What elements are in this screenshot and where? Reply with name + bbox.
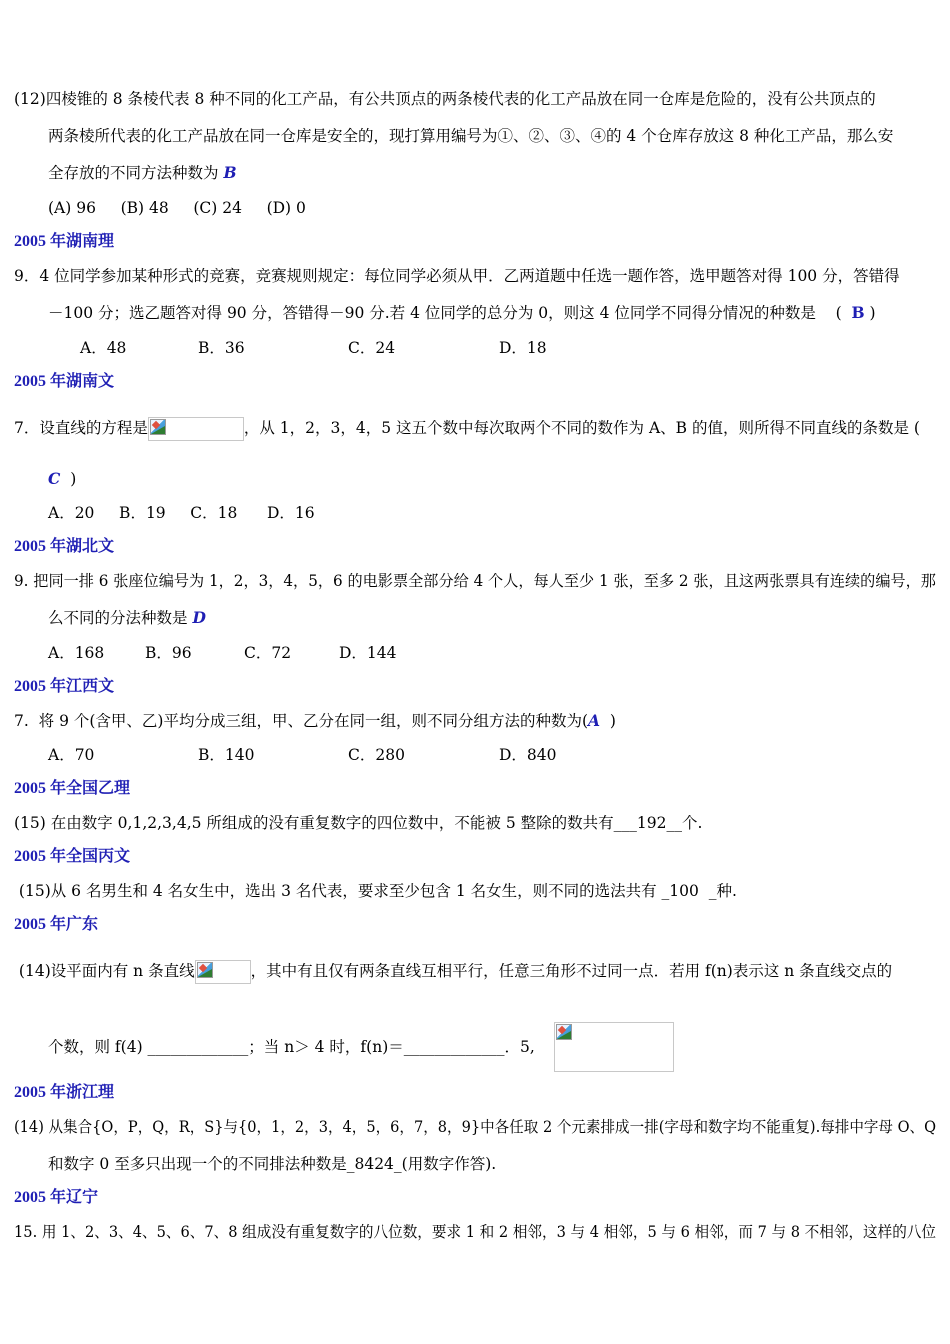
equation-image-placeholder [148,417,244,441]
jiangxi-wen-q7-close: ) [600,712,616,730]
liaoning-q15-line-1: 15. 用 1、2、3、4、5、6、7、8 组成没有重复数字的八位数，要求 1 和 2 相邻，3 与 4 相邻，5 与 6 相邻，而 7 与 8 不相邻，这样的八位 [14,1223,937,1241]
q12-line-1: (12)四棱锥的 8 条棱代表 8 种不同的化工产品，有公共顶点的两条棱代表的化工产品放在同一仓库是危险的，没有公共顶点的 [14,90,876,108]
hunan-li-q9-option-b: B．36 [198,339,245,357]
hunan-wen-q7-close: ) [60,470,77,488]
hubei-wen-q9-option-c: C．72 [244,644,292,662]
q12-options: (A) 96 (B) 48 (C) 24 (D) 0 [48,199,306,217]
section-title-quanguo-yi: 2005 年全国乙理 [14,780,131,797]
quanguo-bing-q15: (15)从 6 名男生和 4 名女生中，选出 3 名代表，要求至少包含 1 名女生，则不同的选法共有 _100 _种. [14,882,737,900]
hubei-wen-q9-line-2 [48,607,206,629]
hunan-li-q9-option-d: D．18 [499,339,547,357]
q12-line-3-text: 全存放的不同方法种数为 [48,164,224,182]
guangdong-q14-pre: (14)设平面内有 n 条直线 [14,962,195,980]
jiangxi-wen-q7-option-a: A．70 [48,746,95,764]
hunan-li-q9-line-2 [48,302,876,324]
jiangxi-wen-q7-line [14,710,616,732]
section-title-jiangxi-wen: 2005 年江西文 [14,678,115,695]
section-title-quanguo-bing: 2005 年全国丙文 [14,848,131,865]
q12-line-2: 两条棱所代表的化工产品放在同一仓库是安全的，现打算用编号为①、②、③、④的 4 个仓库存放这 8 种化工产品，那么安 [48,127,894,145]
hubei-wen-q9-line-2-text: 么不同的分法种数是 [48,609,193,627]
section-title-liaoning: 2005 年辽宁 [14,1189,99,1206]
hubei-wen-q9-option-a: A．168 [48,644,105,662]
hubei-wen-q9-line-1: 9. 把同一排 6 张座位编号为 1，2，3，4，5，6 的电影票全部分给 4 个人，每人至少 1 张，至多 2 张，且这两张票具有连续的编号，那 [14,572,936,590]
broken-image-icon [150,419,166,435]
section-title-guangdong: 2005 年广东 [14,916,99,933]
hunan-wen-q7-options: A．20 B．19 C．18 D．16 [48,504,315,522]
hunan-li-q9-line-2-text: －100 分；选乙题答对得 90 分，答错得－90 分.若 4 位同学的总分为 0，则这 4 位同学不同得分情况的种数是 ( [48,304,852,322]
jiangxi-wen-q7-option-b: B．140 [198,746,255,764]
hubei-wen-q9-option-b: B．96 [145,644,192,662]
hunan-wen-q7-answer: C [48,469,61,488]
hubei-wen-q9-answer: D [192,608,206,627]
quanguo-yi-q15: (15) 在由数字 0,1,2,3,4,5 所组成的没有重复数字的四位数中，不能被 5 整除的数共有___192__个. [14,814,703,832]
hunan-li-q9-close: ) [864,304,876,322]
jiangxi-wen-q7-option-c: C．280 [348,746,405,764]
equation-image-placeholder [195,960,251,984]
answer-image-placeholder [554,1022,674,1072]
hunan-li-q9-option-c: C．24 [348,339,396,357]
jiangxi-wen-q7-text: 7. 将 9 个(含甲、乙)平均分成三组，甲、乙分在同一组，则不同分组方法的种数为( [14,712,589,730]
broken-image-icon [197,962,213,978]
section-title-hubei-wen: 2005 年湖北文 [14,538,115,555]
q12-line-3 [48,162,237,184]
hunan-li-q9-option-a: A．48 [80,339,127,357]
hubei-wen-q9-option-d: D．144 [339,644,397,662]
section-title-hunan-li: 2005 年湖南理 [14,233,115,250]
hunan-wen-q7-pre: 7．设直线的方程是 [14,419,148,437]
section-title-hunan-wen: 2005 年湖南文 [14,373,115,390]
guangdong-q14-post: ，其中有且仅有两条直线互相平行，任意三角形不过同一点．若用 f(n)表示这 n 条直线交点的 [250,962,893,980]
guangdong-q14-line-1 [14,959,892,984]
zhejiang-li-q14-line-2: 和数字 0 至多只出现一个的不同排法种数是_8424_(用数字作答). [48,1155,497,1173]
hunan-wen-q7-line-1 [14,416,920,441]
q12-answer: B [223,163,237,182]
hunan-wen-q7-post: ，从 1，2，3，4，5 这五个数中每次取两个不同的数作为 A、B 的值，则所得不同直线的条数是 ( [243,419,920,437]
hunan-li-q9-answer: B [851,303,865,322]
jiangxi-wen-q7-option-d: D．840 [499,746,557,764]
guangdong-q14-line-2: 个数，则 f(4) _____________；当 n＞ 4 时，f(n)＝_____________．5, [48,1038,535,1056]
hunan-wen-q7-answer-line [48,468,76,490]
zhejiang-li-q14-line-1: (14) 从集合{O，P，Q，R，S}与{0，1，2，3，4，5，6，7，8，9}中各任取 2 个元素排成一排(字母和数字均不能重复).每排中字母 O、Q [14,1118,937,1136]
jiangxi-wen-q7-answer: A [588,711,601,730]
section-title-zhejiang-li: 2005 年浙江理 [14,1084,115,1101]
hunan-li-q9-line-1: 9．4 位同学参加某种形式的竞赛，竞赛规则规定：每位同学必须从甲．乙两道题中任选一题作答，选甲题答对得 100 分，答错得 [14,267,900,285]
broken-image-icon [556,1024,572,1040]
